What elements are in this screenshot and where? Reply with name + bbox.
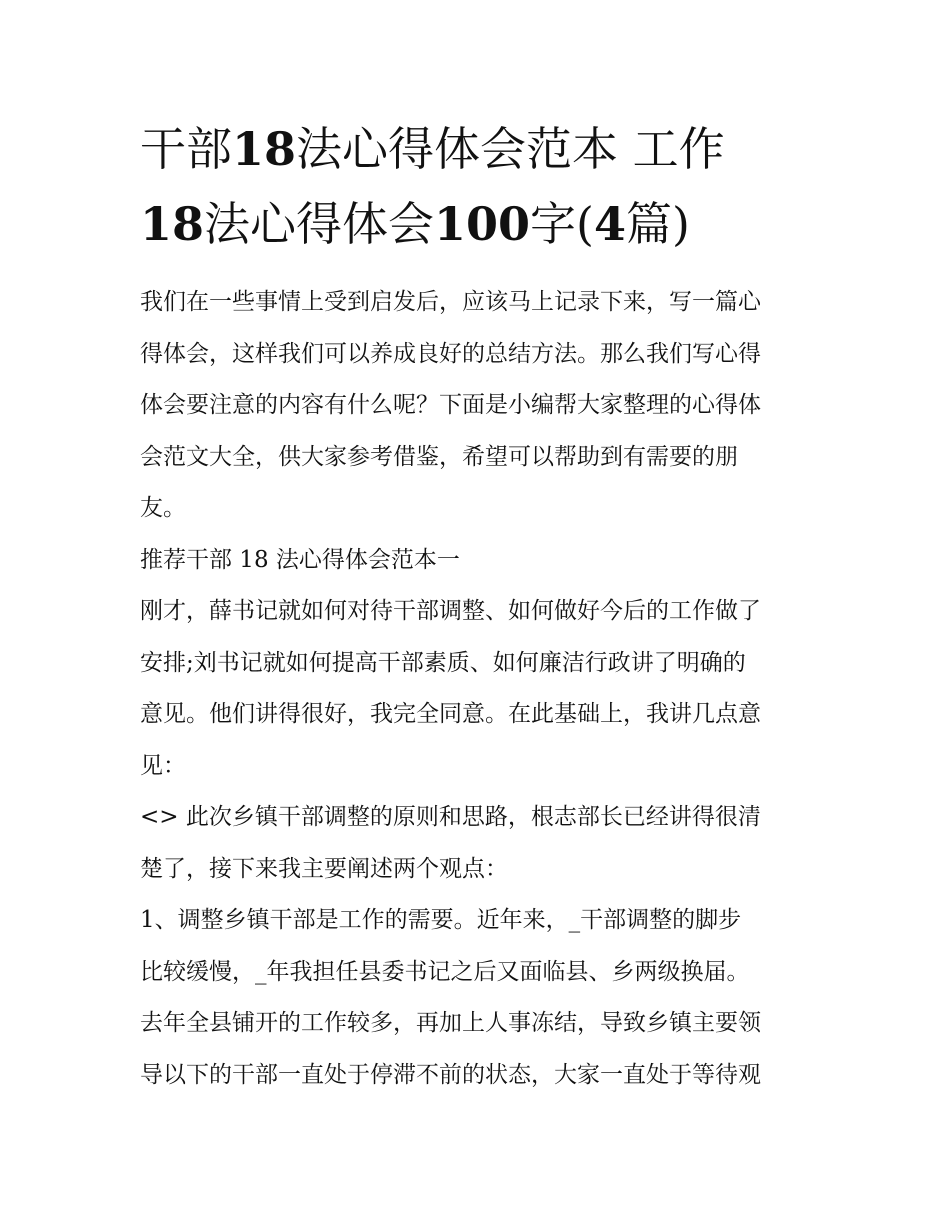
title-line-1 bbox=[140, 112, 815, 187]
text-line: <> 此次乡镇干部调整的原则和思路，根志部长已经讲得很清 bbox=[140, 804, 761, 830]
text-line: 刚才，薛书记就如何对待干部调整、如何做好今后的工作做了 bbox=[140, 598, 761, 624]
document-page bbox=[140, 112, 815, 1101]
intro-paragraph bbox=[140, 277, 815, 535]
text-line: 见： bbox=[140, 752, 186, 779]
title-line-2 bbox=[140, 187, 815, 262]
document-body bbox=[140, 277, 815, 1101]
text-line: 会范文大全，供大家参考借鉴，希望可以帮助到有需要的朋 bbox=[140, 443, 738, 470]
text-line: 楚了，接下来我主要阐述两个观点： bbox=[140, 855, 508, 882]
document-title bbox=[140, 112, 815, 262]
title-number: 4 bbox=[594, 197, 627, 251]
text-line: 去年全县铺开的工作较多，再加上人事冻结，导致乡镇主要领 bbox=[140, 1010, 761, 1036]
title-text: 干部 bbox=[140, 122, 232, 176]
section-heading bbox=[140, 535, 815, 587]
text-line: 意见。他们讲得很好，我完全同意。在此基础上，我讲几点意 bbox=[140, 701, 761, 727]
text-line: 1、调整乡镇干部是工作的需要。近年来，_干部调整的脚步 bbox=[140, 907, 742, 933]
title-text: 字( bbox=[530, 197, 594, 251]
text-line: 导以下的干部一直处于停滞不前的状态，大家一直处于等待观 bbox=[140, 1061, 761, 1088]
text-line: 友。 bbox=[140, 495, 186, 521]
text-line: 体会要注意的内容有什么呢？下面是小编帮大家整理的心得体 bbox=[140, 392, 761, 418]
text-line: 推荐干部 18 法心得体会范本一 bbox=[140, 546, 460, 573]
body-paragraph bbox=[140, 586, 815, 792]
text-line: 得体会，这样我们可以养成良好的总结方法。那么我们写心得 bbox=[140, 340, 761, 367]
text-line: 安排;刘书记就如何提高干部素质、如何廉洁行政讲了明确的 bbox=[140, 649, 746, 676]
text-line: 我们在一些事情上受到启发后，应该马上记录下来，写一篇心 bbox=[140, 289, 761, 315]
body-paragraph bbox=[140, 792, 815, 895]
text-line: 比较缓慢，_年我担任县委书记之后又面临县、乡两级换届。 bbox=[140, 958, 750, 985]
title-text: 篇) bbox=[626, 197, 690, 251]
title-text: 法心得体会 bbox=[204, 197, 435, 251]
title-number: 18 bbox=[140, 197, 205, 251]
title-text: 法心得体会范本 工作 bbox=[296, 122, 725, 176]
title-number: 100 bbox=[434, 197, 531, 251]
body-paragraph bbox=[140, 895, 815, 1101]
title-number: 18 bbox=[232, 122, 297, 176]
